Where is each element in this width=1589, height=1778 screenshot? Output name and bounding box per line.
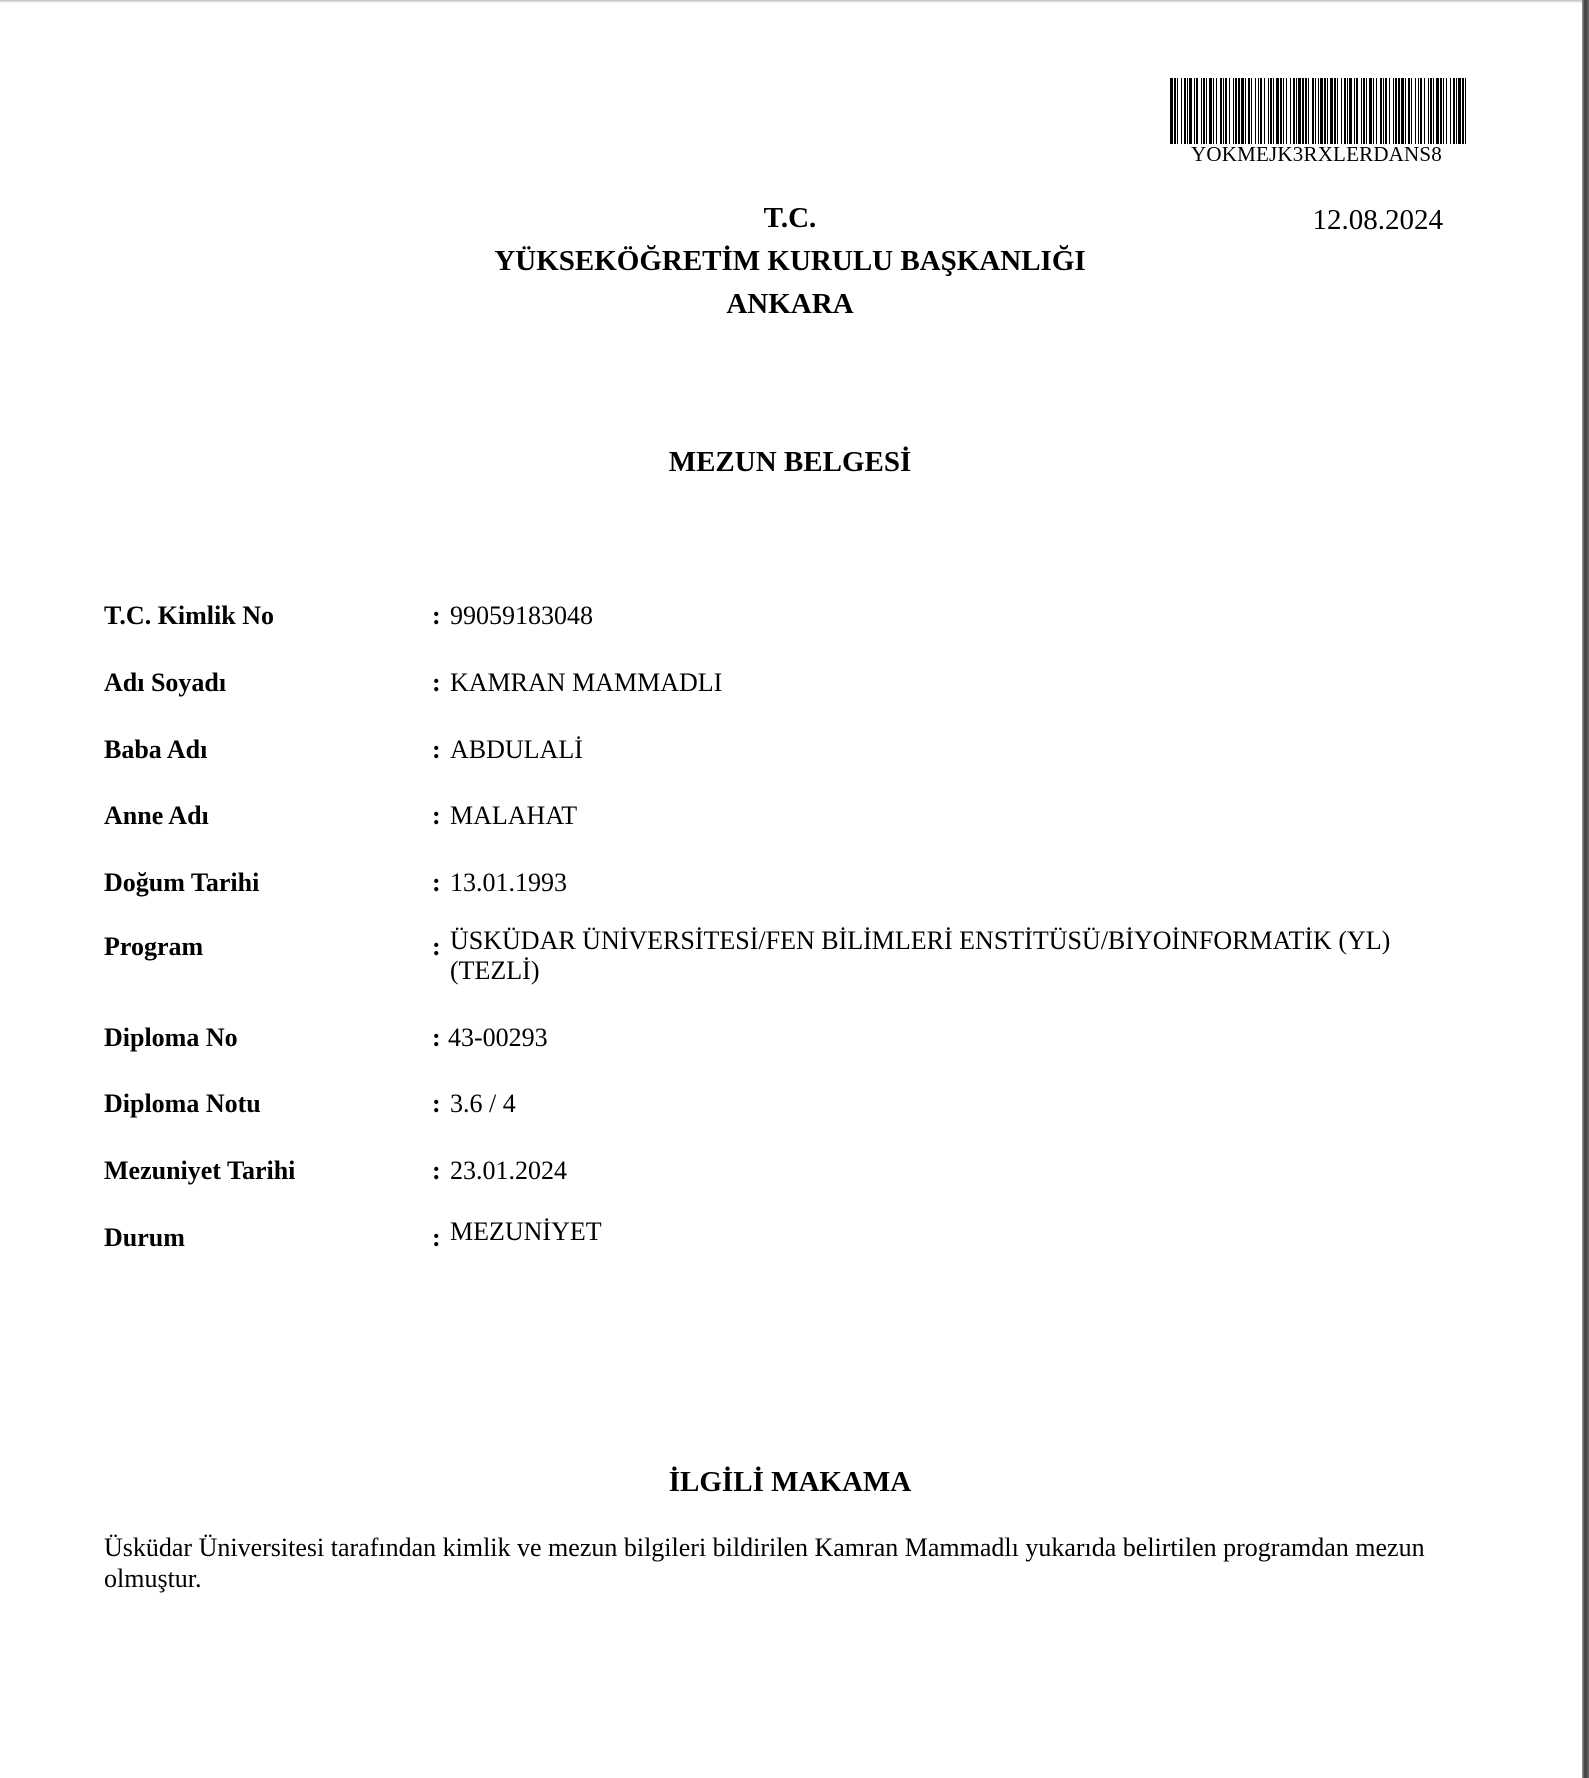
field-value: 13.01.1993 [450, 868, 567, 897]
barcode-bar [1298, 78, 1301, 144]
issue-date: 12.08.2024 [1312, 204, 1443, 236]
barcode-bar [1334, 78, 1336, 144]
barcode-bar [1312, 78, 1314, 144]
document-header [0, 197, 1580, 326]
barcode-bar [1430, 78, 1432, 144]
barcode-bar [1443, 78, 1444, 144]
barcode-bar [1283, 78, 1284, 144]
field-colon: : [432, 1223, 441, 1252]
barcode-bar [1177, 78, 1178, 144]
field-value: ÜSKÜDAR ÜNİVERSİTESİ/FEN BİLİMLERİ ENSTİTÜSÜ/BİYOİNFORMATİK (YL) (TEZLİ) [450, 926, 1391, 985]
barcode-bar [1408, 78, 1410, 144]
barcode-bar [1356, 78, 1358, 144]
barcode-bar [1225, 78, 1227, 144]
barcode-bar [1395, 78, 1397, 144]
barcode-bar [1241, 78, 1244, 144]
barcode-bar [1268, 78, 1269, 144]
barcode-bar [1349, 78, 1352, 144]
barcode-bar [1213, 78, 1214, 144]
barcode-bar [1296, 78, 1297, 144]
barcode-bar [1380, 78, 1382, 144]
barcode-bar [1255, 78, 1256, 144]
barcode-image [1170, 78, 1466, 144]
barcode-bar [1260, 78, 1262, 144]
field-colon: : [432, 801, 441, 830]
barcode-bar [1405, 78, 1406, 144]
barcode-bar [1318, 78, 1319, 144]
field-value: MEZUNİYET [450, 1217, 602, 1246]
page-edge-shadow [1582, 0, 1589, 1778]
barcode-bar [1337, 78, 1338, 144]
barcode-bar [1462, 78, 1464, 144]
field-label: Anne Adı [104, 801, 209, 830]
field-colon: : [432, 1023, 441, 1052]
field-value: 43-00293 [448, 1023, 548, 1052]
field-value: ABDULALİ [450, 735, 583, 764]
barcode-bar [1450, 78, 1451, 144]
field-colon: : [432, 735, 441, 764]
barcode-bar [1270, 78, 1272, 144]
barcode-bar [1216, 78, 1217, 144]
barcode-bar [1385, 78, 1387, 144]
field-colon: : [432, 868, 441, 897]
field-colon: : [432, 601, 441, 630]
field-colon: : [432, 932, 441, 961]
barcode-bar [1344, 78, 1346, 144]
barcode-bar [1273, 78, 1274, 144]
barcode-bar [1369, 78, 1372, 144]
barcode-bar [1233, 78, 1234, 144]
barcode-bar [1184, 78, 1186, 144]
barcode-bar [1302, 78, 1304, 144]
barcode-bar [1248, 78, 1250, 144]
barcode-bar [1436, 78, 1439, 144]
barcode-bar [1330, 78, 1333, 144]
field-label: Doğum Tarihi [104, 868, 260, 897]
field-label: Baba Adı [104, 735, 208, 764]
barcode-bar [1209, 78, 1212, 144]
barcode-bar [1453, 78, 1455, 144]
barcode-bar [1433, 78, 1434, 144]
barcode-bar [1324, 78, 1326, 144]
barcode-bar [1446, 78, 1447, 144]
header-institution: YÜKSEKÖĞRETİM KURULU BAŞKANLIĞI [494, 245, 1086, 277]
field-colon: : [432, 668, 441, 697]
field-label: Diploma No [104, 1023, 238, 1052]
barcode-bar [1189, 78, 1192, 144]
barcode-bar [1420, 78, 1422, 144]
barcode-bar [1305, 78, 1307, 144]
barcode-bar [1415, 78, 1416, 144]
barcode-bar [1354, 78, 1355, 144]
barcode-bar [1393, 78, 1394, 144]
barcode-bar [1206, 78, 1207, 144]
barcode-bar [1327, 78, 1328, 144]
field-label: T.C. Kimlik No [104, 601, 274, 630]
barcode-bar [1223, 78, 1224, 144]
notice-title: İLGİLİ MAKAMA [668, 1466, 912, 1498]
barcode-bar [1245, 78, 1246, 144]
barcode-bar [1276, 78, 1279, 144]
barcode-bar [1174, 78, 1176, 144]
barcode-bar [1170, 78, 1173, 144]
header-city: ANKARA [726, 288, 854, 320]
barcode-bar [1456, 78, 1457, 144]
viewer-top-shadow [0, 0, 1589, 3]
barcode-bar [1363, 78, 1365, 144]
barcode-bar [1424, 78, 1425, 144]
header-country: T.C. [763, 202, 817, 234]
barcode-bar [1187, 78, 1188, 144]
field-label: Diploma Notu [104, 1089, 261, 1118]
barcode-bar [1376, 78, 1377, 144]
field-colon: : [432, 1156, 441, 1185]
barcode-bar [1286, 78, 1287, 144]
barcode-bar [1264, 78, 1265, 144]
notice-text: Üsküdar Üniversitesi tarafından kimlik ve mezun bilgileri bildirilen Kamran Mammadlı yukarıda belirtilen programdan mezun olmuştur. [104, 1533, 1425, 1593]
barcode-bar [1229, 78, 1230, 144]
barcode-bar [1411, 78, 1412, 144]
barcode-bar [1366, 78, 1367, 144]
barcode-bar [1235, 78, 1237, 144]
document-title: MEZUN BELGESİ [668, 446, 912, 478]
barcode-bar [1383, 78, 1384, 144]
barcode-bar [1401, 78, 1404, 144]
barcode-bar [1465, 78, 1466, 144]
barcode-bar [1238, 78, 1240, 144]
field-colon: : [432, 1089, 441, 1118]
barcode-bar [1458, 78, 1461, 144]
field-value: MALAHAT [450, 801, 578, 830]
barcode-bar [1315, 78, 1316, 144]
barcode-bar [1428, 78, 1429, 144]
barcode-bar [1258, 78, 1259, 144]
barcode-bar [1389, 78, 1390, 144]
barcode-bar [1320, 78, 1323, 144]
barcode-bar [1203, 78, 1205, 144]
field-value: 23.01.2024 [450, 1156, 567, 1185]
barcode-bar [1181, 78, 1182, 144]
field-label: Program [104, 932, 204, 961]
barcode-bar [1440, 78, 1442, 144]
barcode-bar [1341, 78, 1342, 144]
barcode-bar [1373, 78, 1374, 144]
field-value: 3.6 / 4 [450, 1089, 516, 1118]
barcode-bar [1196, 78, 1198, 144]
barcode-bar [1308, 78, 1309, 144]
barcode-bar [1290, 78, 1291, 144]
barcode-bar [1201, 78, 1202, 144]
barcode-block [1170, 78, 1466, 166]
field-value: 99059183048 [450, 601, 593, 630]
barcode-code: YOKMEJK3RXLERDANS8 [1191, 142, 1442, 166]
barcode-bar [1251, 78, 1252, 144]
barcode-bar [1194, 78, 1195, 144]
barcode-bar [1361, 78, 1362, 144]
barcode-bar [1418, 78, 1419, 144]
barcode-bar [1220, 78, 1222, 144]
barcode-bar [1293, 78, 1295, 144]
field-label: Mezuniyet Tarihi [104, 1156, 296, 1185]
barcode-bar [1398, 78, 1400, 144]
field-label: Adı Soyadı [104, 668, 227, 697]
field-value: KAMRAN MAMMADLI [450, 668, 723, 697]
barcode-bar [1280, 78, 1282, 144]
barcode-bar [1347, 78, 1348, 144]
field-label: Durum [104, 1223, 185, 1252]
